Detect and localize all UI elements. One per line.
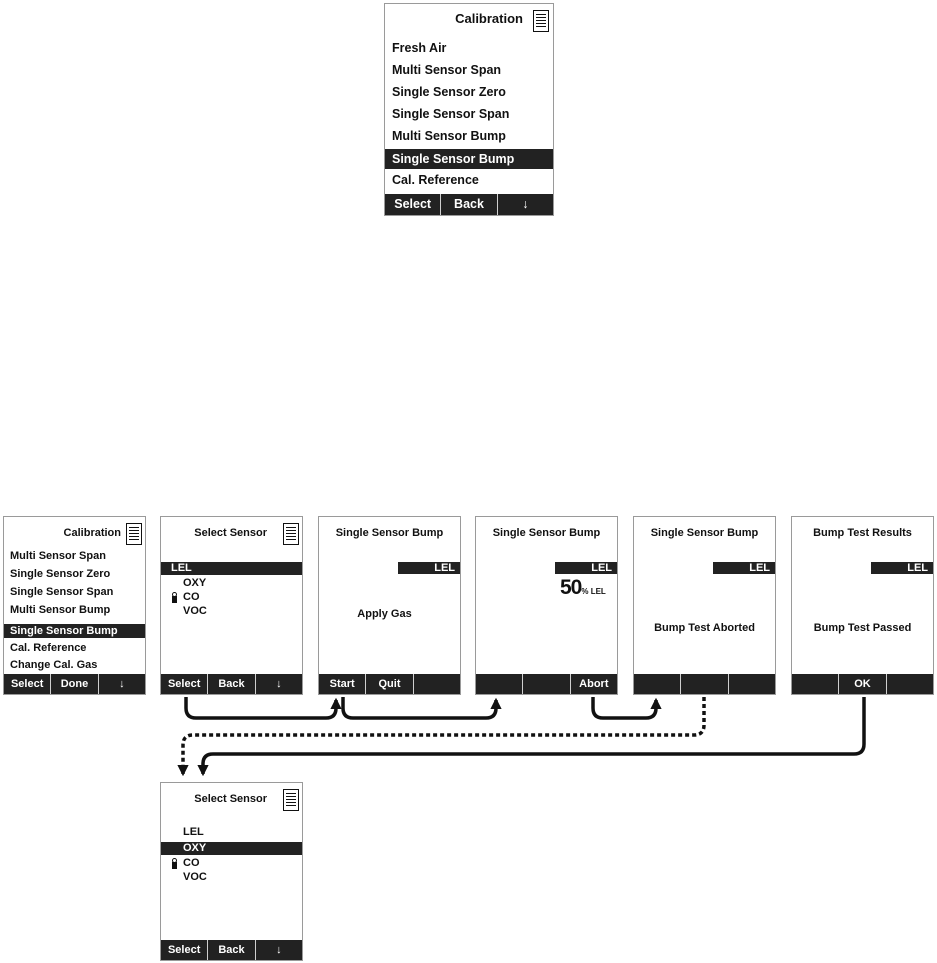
- apply-gas-screen: [318, 516, 461, 695]
- blank-softkey[interactable]: [887, 674, 933, 694]
- menu-item[interactable]: Cal. Reference: [10, 642, 87, 654]
- gas-label: LEL: [555, 562, 617, 574]
- menu-list-icon: [283, 789, 299, 811]
- sensor-item-co[interactable]: [161, 857, 302, 870]
- screen-title: Single Sensor Bump: [650, 527, 759, 539]
- ok-softkey[interactable]: OK: [839, 674, 886, 694]
- softkey-bar: [4, 674, 145, 694]
- softkey-bar: [634, 674, 775, 694]
- select-softkey[interactable]: Select: [385, 194, 441, 215]
- gas-label: LEL: [713, 562, 775, 574]
- bump-reading-screen: [475, 516, 618, 695]
- menu-list-icon: [533, 10, 549, 32]
- sensor-item-lel[interactable]: LEL: [161, 562, 302, 575]
- menu-item-single-sensor-bump[interactable]: Single Sensor Bump: [385, 149, 553, 169]
- menu-item-single-sensor-zero[interactable]: Single Sensor Zero: [392, 85, 506, 99]
- menu-item[interactable]: Single Sensor Zero: [10, 568, 111, 580]
- blank-softkey[interactable]: [729, 674, 775, 694]
- status-message: Bump Test Passed: [813, 622, 912, 634]
- reading-unit: % LEL: [581, 587, 606, 596]
- sensor-item-voc[interactable]: VOC: [183, 605, 207, 617]
- screen-title: Select Sensor: [194, 793, 267, 805]
- blank-softkey[interactable]: [792, 674, 839, 694]
- menu-item[interactable]: Single Sensor Span: [10, 586, 114, 598]
- bump-aborted-screen: [633, 516, 776, 695]
- down-arrow-softkey[interactable]: ↓: [276, 944, 282, 956]
- select-softkey[interactable]: Select: [4, 674, 51, 694]
- sensor-label: CO: [183, 591, 200, 603]
- softkey-bar: [385, 194, 553, 215]
- menu-item-selected[interactable]: Single Sensor Bump: [4, 624, 145, 638]
- blank-softkey[interactable]: [523, 674, 570, 694]
- arrow-abort-to-aborted: [593, 697, 656, 718]
- status-message: Apply Gas: [357, 608, 412, 620]
- blank-softkey[interactable]: [476, 674, 523, 694]
- lock-icon: [172, 592, 177, 603]
- screen-title: Bump Test Results: [813, 527, 912, 539]
- softkey-bar: [161, 674, 302, 694]
- sensor-label: CO: [183, 857, 200, 869]
- calibration-menu-screen-large: [384, 3, 554, 216]
- screen-title: Select Sensor: [194, 527, 267, 539]
- start-softkey[interactable]: Start: [319, 674, 366, 694]
- blank-softkey[interactable]: [681, 674, 728, 694]
- down-arrow-softkey[interactable]: ↓: [119, 678, 125, 690]
- bump-results-screen: [791, 516, 934, 695]
- softkey-bar: [792, 674, 933, 694]
- calibration-menu-screen: [3, 516, 146, 695]
- screen-title: Single Sensor Bump: [492, 527, 601, 539]
- screen-title: Calibration: [63, 527, 121, 539]
- arrow-aborted-to-select-sensor: [183, 697, 704, 774]
- arrow-ok-to-select-sensor: [203, 697, 864, 774]
- softkey-bar: [476, 674, 617, 694]
- quit-softkey[interactable]: Quit: [366, 674, 413, 694]
- sensor-item-lel[interactable]: LEL: [183, 826, 204, 838]
- menu-list-icon: [126, 523, 142, 545]
- back-softkey[interactable]: Back: [441, 194, 497, 215]
- blank-softkey[interactable]: [634, 674, 681, 694]
- menu-item-multi-sensor-span[interactable]: Multi Sensor Span: [392, 63, 502, 77]
- menu-item-single-sensor-span[interactable]: Single Sensor Span: [392, 107, 510, 121]
- reading-value: 50: [560, 576, 582, 599]
- menu-item-fresh-air[interactable]: Fresh Air: [392, 41, 447, 55]
- lock-icon: [172, 858, 177, 869]
- done-softkey[interactable]: Done: [51, 674, 98, 694]
- back-softkey[interactable]: Back: [208, 940, 255, 960]
- abort-softkey[interactable]: Abort: [579, 678, 609, 690]
- sensor-item-voc[interactable]: VOC: [183, 871, 207, 883]
- sensor-item-co[interactable]: [161, 591, 302, 604]
- sensor-item-oxy[interactable]: OXY: [161, 842, 302, 855]
- gas-label: LEL: [398, 562, 460, 574]
- blank-softkey[interactable]: [414, 674, 460, 694]
- gas-reading: [560, 576, 606, 600]
- arrow-select-to-apply-gas: [186, 697, 336, 718]
- softkey-bar: [319, 674, 460, 694]
- select-softkey[interactable]: Select: [161, 940, 208, 960]
- menu-list-icon: [283, 523, 299, 545]
- status-message: Bump Test Aborted: [654, 622, 755, 634]
- down-arrow-softkey[interactable]: ↓: [276, 678, 282, 690]
- screen-title: Calibration: [455, 11, 523, 26]
- menu-item-cal-reference[interactable]: Cal. Reference: [392, 173, 479, 187]
- select-sensor-screen: [160, 516, 303, 695]
- menu-item[interactable]: Change Cal. Gas: [10, 659, 98, 671]
- menu-item[interactable]: Multi Sensor Bump: [10, 604, 111, 616]
- down-arrow-softkey[interactable]: ↓: [522, 197, 529, 211]
- menu-item-multi-sensor-bump[interactable]: Multi Sensor Bump: [392, 129, 506, 143]
- sensor-item-oxy[interactable]: OXY: [183, 577, 207, 589]
- screen-title: Single Sensor Bump: [335, 527, 444, 539]
- gas-label: LEL: [871, 562, 933, 574]
- arrow-start-to-reading: [343, 697, 496, 718]
- softkey-bar: [161, 940, 302, 960]
- menu-item[interactable]: Multi Sensor Span: [10, 550, 106, 562]
- select-softkey[interactable]: Select: [161, 674, 208, 694]
- back-softkey[interactable]: Back: [208, 674, 255, 694]
- select-sensor-next-screen: [160, 782, 303, 961]
